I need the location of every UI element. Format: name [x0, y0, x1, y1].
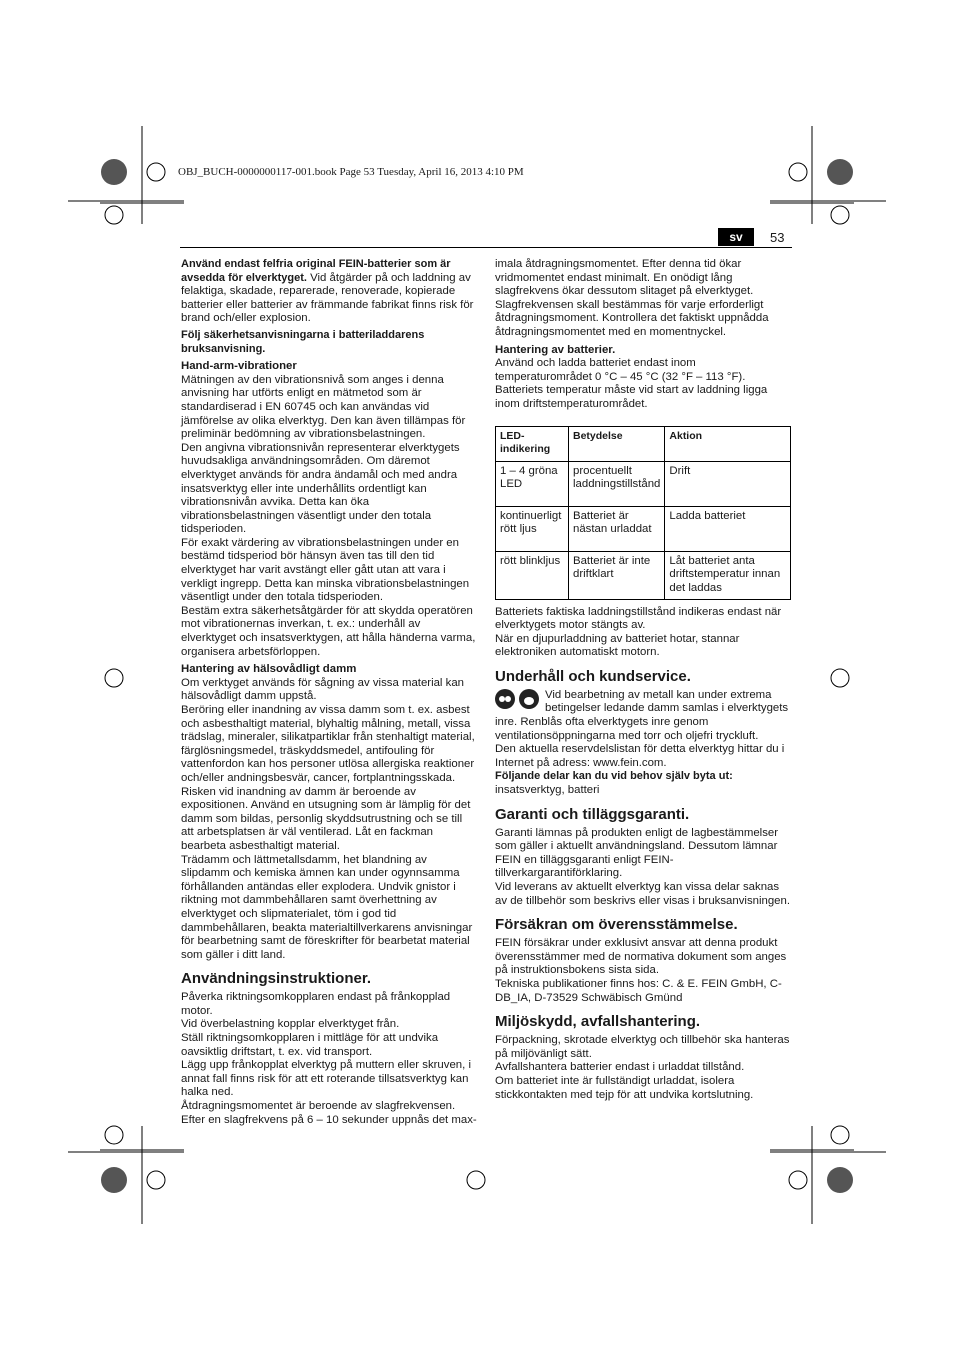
battery-paragraph: Använd och ladda batteriet endast inom temperaturområdet 0 °C – 45 °C (32 °F – 113 °F). Batteriets temperatur måste vid start av laddning ligga inom driftstemperaturområdet. — [495, 357, 768, 410]
usage-heading: Användningsinstruktioner. — [181, 970, 372, 988]
table-cell: Batteriet är nästan urladdat — [569, 506, 665, 551]
vibration-paragraph: Mätningen av den vibrationsnivå som anges i denna anvisning har utförts enligt en mätmetod som är standardiserad i EN 60745 och kan användas vid jämförelse av olika elverktyg. Den kan även tillämpas för preliminär bedömning av vibrationsbelastningen. — [181, 373, 466, 441]
dust-paragraph: Om verktyget används för sågning av vissa material kan hälsovådligt damm uppstå. — [181, 676, 464, 703]
usage-paragraph: Påverka riktningsomkopplaren endast på frånkopplad motor. — [181, 991, 451, 1017]
charger-instructions-note: Följ säkerhetsanvisningarna i batteriladdarens bruksanvisning. — [181, 328, 425, 355]
warranty-paragraph: Garanti lämnas på produkten enligt de lagbestämmelser som gäller i aktuellt användningsland. Dessutom lämnar FEIN en tilläggsgaranti enligt FEIN-tillverkargarantiförklaring. — [495, 826, 779, 880]
table-cell: procentuellt laddningstillstånd — [569, 461, 665, 506]
service-paragraph: Den aktuella reservdelslistan för detta elverktyg hittar du i Internet på adress: www.fein.com. — [495, 743, 785, 769]
environment-paragraph: Avfallshantera batterier endast i urladdat tillstånd. — [495, 1061, 745, 1074]
table-cell: kontinuerligt rött ljus — [496, 506, 569, 551]
service-heading: Underhåll och kundservice. — [495, 667, 691, 685]
dust-mask-icon — [519, 689, 539, 709]
warranty-heading: Garanti och tilläggsgaranti. — [495, 805, 690, 823]
language-tab: sv — [718, 228, 754, 246]
table-cell: Batteriet är inte driftklart — [569, 551, 665, 599]
table-cell: Ladda batteriet — [665, 506, 791, 551]
table-header: Aktion — [665, 426, 791, 461]
dust-paragraph: Beröring eller inandning av vissa damm som t. ex. asbest och asbesthaltigt material, blyhaltig målning, metall, vissa trädslag, mineraler, silikatpartiklar från stenhaltigt material, färglösningsmedel, träskyddsmedel, antifouling för vattenfordon kan hos personer utlösa allergiska reaktioner och/eller andningsbesvär, cancer, fortplantningsskada. Risken vid inandning av damm är beroende av expositionen. Använd en utsugning som är lämplig för det damm som bildas, personlig skyddsutrustning och se till att arbetsplatsen är väl ventilerad. Låt en fackman bearbeta asbesthaltigt material. — [181, 704, 475, 852]
dust-heading: Hantering av hälsovådligt damm — [181, 663, 357, 676]
continued-paragraph: Slagfrekvensen skall bestämmas för varje erforderligt åtdragningsmoment. Kontrollera det faktiskt uppnådda åtdragningsmomentet med en momentnyckel. — [495, 298, 769, 338]
table-header: Betydelse — [569, 426, 665, 461]
battery-heading: Hantering av batterier. — [495, 343, 616, 356]
replaceable-parts: insatsverktyg, batteri — [495, 784, 600, 797]
vibration-paragraph: Den angivna vibrationsnivån representerar elverktygets huvudsakliga användningsområden. Om däremot elverktyget används för andra ändamål och med andra insatsverktyg eller inte underhållits ordentligt kan vibrationsnivån avvika. Detta kan öka vibrationsbelastningen väsentligt under den totala tidsperioden. — [181, 441, 460, 536]
safety-icons — [495, 689, 539, 709]
environment-heading: Miljöskydd, avfallshantering. — [495, 1013, 701, 1031]
table-row — [496, 551, 791, 599]
table-row — [496, 506, 791, 551]
header-rule — [180, 247, 792, 248]
usage-paragraph: Vid överbelastning kopplar elverktyget från. — [181, 1018, 400, 1031]
table-cell: rött blinkljus — [496, 551, 569, 599]
conformity-paragraph: Tekniska publikationer finns hos: C. & E. FEIN GmbH, C-DB_IA, D-73529 Schwäbisch Gmünd — [495, 977, 782, 1004]
dust-paragraph: Trädamm och lättmetallsdamm, het blandning av slipdamm och kemiska ämnen kan under ogynnsamma förhållanden antändas eller explodera. Undvik gnistor i riktning mot dammbehållaren samt överhettning av elverktyget och slipmaterialet, töm i god tid dammbehållaren, beakta materialtillverkarens anvisningar för bearbetning samt de föreskrifter för bearbetat material som gäller i ditt land. — [181, 853, 473, 961]
usage-paragraph: Åtdragningsmomentet är beroende av slagfrekvensen. Efter en slagfrekvens på 6 – 10 sekunder uppnås det max- — [181, 1100, 477, 1126]
book-info: OBJ_BUCH-0000000117-001.book Page 53 Tuesday, April 16, 2013 4:10 PM — [178, 166, 524, 178]
environment-paragraph: Om batteriet inte är fullständigt urladdat, isolera stickkontakten med tejp för att undvika kortslutning. — [495, 1074, 754, 1101]
environment-paragraph: Förpackning, skrotade elverktyg och tillbehör ska hanteras på miljövänligt sätt. — [495, 1034, 790, 1060]
table-cell: Låt batteriet anta driftstemperatur innan det laddas — [665, 551, 791, 599]
conformity-heading: Försäkran om överensstämmelse. — [495, 916, 738, 934]
eye-protection-icon — [495, 689, 515, 709]
conformity-paragraph: FEIN försäkrar under exklusivt ansvar att denna produkt överensstämmer med de normativa dokument som anges på instruktionsbokens sista sida. — [495, 937, 787, 977]
battery-paragraph: När en djupurladdning av batteriet hotar, stannar elektroniken automatiskt motorn. — [495, 632, 740, 659]
page-number: 53 — [770, 230, 785, 245]
table-cell: 1 – 4 gröna LED — [496, 461, 569, 506]
continued-paragraph: imala åtdragningsmomentet. Efter denna tid ökar vridmomentet endast minimalt. En onödigt lång slagfrekvens ökar dessutom slitaget på elverktyget. — [495, 258, 754, 298]
battery-paragraph: Batteriets faktiska laddningstillstånd indikeras endast när elverktygets motor stängts av. — [495, 605, 782, 632]
usage-paragraph: Ställ riktningsomkopplaren i mittläge för att undvika oavsiktlig driftstart, t. ex. vid transport. — [181, 1032, 439, 1058]
left-column — [181, 258, 477, 1127]
service-paragraph: Vid bearbetning av metall kan under extrema betingelser ledande damm samlas i elverktygets inre. Renblås ofta elverktygets inre genom ventilationsöppningarna med torr och oljefri tryckluft. — [495, 688, 789, 742]
vibration-paragraph: Bestäm extra säkerhetsåtgärder för att skydda operatören mot vibrationernas inverkan, t. ex.: underhåll av elverktyget och insatsverktygen, att hålla händerna varma, organisera arbetsförloppen. — [181, 604, 476, 658]
led-table — [495, 426, 791, 600]
vibration-heading: Hand-arm-vibrationer — [181, 360, 297, 373]
usage-paragraph: Lägg upp frånkopplat elverktyg på muttern eller skruven, i annat fall finns risk för att ett roterande tillsatsverktyg kan halka ned. — [181, 1059, 471, 1099]
vibration-paragraph: För exakt värdering av vibrationsbelastningen under en bestämd tidsperiod bör hänsyn även tas till den tid elverktyget har varit avstängt eller gått utan att vara i verkligt ingrepp. Detta kan minska vibrationsbelastningen väsentligt under den totala tidsperioden. — [181, 536, 470, 604]
battery-warning: Använd endast felfria original FEIN-batterier som är avsedda för elverktyget. Vid åtgärder på och laddning av felaktiga, skadade, reparerade, renoverade, kopierade batterier eller batterier av främmande fabrikat finns risk för brand och/eller explosion. — [181, 258, 474, 325]
table-cell: Drift — [665, 461, 791, 506]
table-row — [496, 461, 791, 506]
table-header: LED-indikering — [496, 426, 569, 461]
replaceable-parts-label: Följande delar kan du vid behov själv byta ut: — [495, 770, 733, 783]
table-header-row — [496, 426, 791, 461]
warranty-paragraph: Vid leverans av aktuellt elverktyg kan vissa delar saknas av de tillbehör som beskrivs eller visas i bruksanvisningen. — [495, 881, 791, 907]
right-column — [495, 258, 791, 1102]
